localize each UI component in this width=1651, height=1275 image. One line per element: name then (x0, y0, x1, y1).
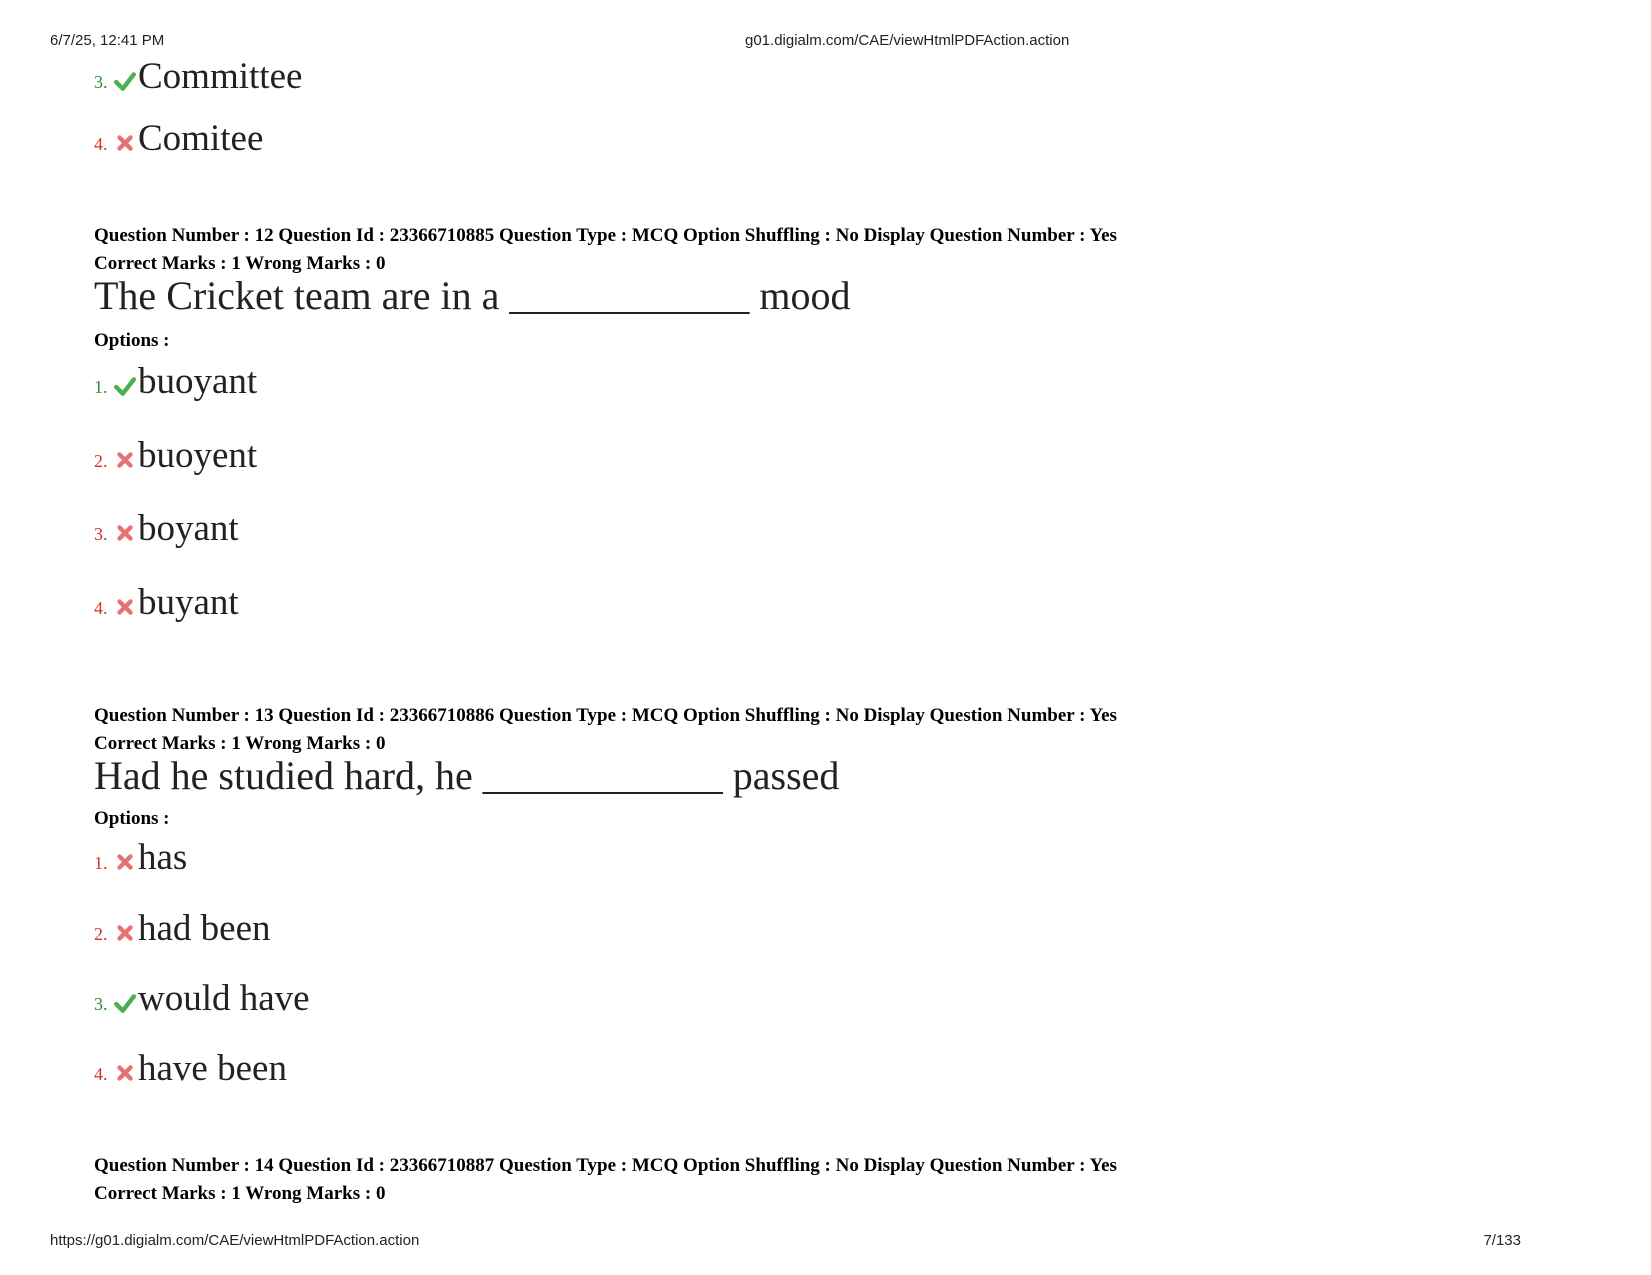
option-number: 3. (94, 72, 108, 92)
cross-icon (114, 851, 136, 873)
cross-icon (114, 922, 136, 944)
print-footer-url: https://g01.digialm.com/CAE/viewHtmlPDFAction.action (50, 1232, 420, 1249)
option-item (94, 360, 257, 408)
option-text: Committee (138, 56, 303, 97)
option-number: 3. (94, 994, 108, 1014)
option-number: 4. (94, 598, 108, 618)
option-item (94, 1047, 287, 1095)
option-item (94, 836, 187, 884)
question-text: Had he studied hard, he ____________ passed (94, 753, 840, 798)
option-item (94, 581, 239, 629)
question-text: The Cricket team are in a ____________ mood (94, 273, 851, 318)
question-marks-line: Correct Marks : 1 Wrong Marks : 0 (94, 733, 386, 754)
option-item (94, 55, 302, 103)
option-number: 1. (94, 853, 108, 873)
option-item (94, 907, 271, 955)
question-meta (94, 702, 1117, 758)
question-meta-line: Question Number : 13 Question Id : 23366710886 Question Type : MCQ Option Shuffling : No Display Question Number : Yes (94, 705, 1117, 726)
options-label: Options : (94, 808, 170, 829)
option-number: 2. (94, 451, 108, 471)
option-number: 4. (94, 1064, 108, 1084)
option-text: boyant (138, 508, 239, 549)
cross-icon (114, 449, 136, 471)
option-text: buoyant (138, 361, 258, 402)
option-number: 4. (94, 134, 108, 154)
check-icon (114, 70, 136, 92)
option-text: have been (138, 1048, 287, 1089)
option-text: would have (138, 978, 310, 1019)
question-meta-line: Question Number : 14 Question Id : 23366710887 Question Type : MCQ Option Shuffling : No Display Question Number : Yes (94, 1155, 1117, 1176)
check-icon (114, 375, 136, 397)
print-header-url: g01.digialm.com/CAE/viewHtmlPDFAction.action (745, 32, 1070, 49)
options-label: Options : (94, 330, 170, 351)
cross-icon (114, 596, 136, 618)
cross-icon (114, 522, 136, 544)
print-datetime: 6/7/25, 12:41 PM (50, 32, 165, 49)
question-meta (94, 1152, 1117, 1208)
page-number: 7/133 (1483, 1232, 1521, 1249)
option-item (94, 977, 310, 1025)
question-marks-line: Correct Marks : 1 Wrong Marks : 0 (94, 1183, 386, 1204)
option-number: 3. (94, 524, 108, 544)
option-item (94, 507, 239, 555)
cross-icon (114, 132, 136, 154)
question-meta (94, 222, 1117, 278)
option-text: buyant (138, 582, 239, 623)
cross-icon (114, 1062, 136, 1084)
option-text: has (138, 837, 188, 878)
check-icon (114, 992, 136, 1014)
option-number: 2. (94, 924, 108, 944)
option-item (94, 117, 263, 165)
question-meta-line: Question Number : 12 Question Id : 23366710885 Question Type : MCQ Option Shuffling : No Display Question Number : Yes (94, 225, 1117, 246)
option-text: had been (138, 908, 271, 949)
option-text: buoyent (138, 435, 258, 476)
option-text: Comitee (138, 118, 264, 159)
option-item (94, 434, 257, 482)
option-number: 1. (94, 377, 108, 397)
question-marks-line: Correct Marks : 1 Wrong Marks : 0 (94, 253, 386, 274)
